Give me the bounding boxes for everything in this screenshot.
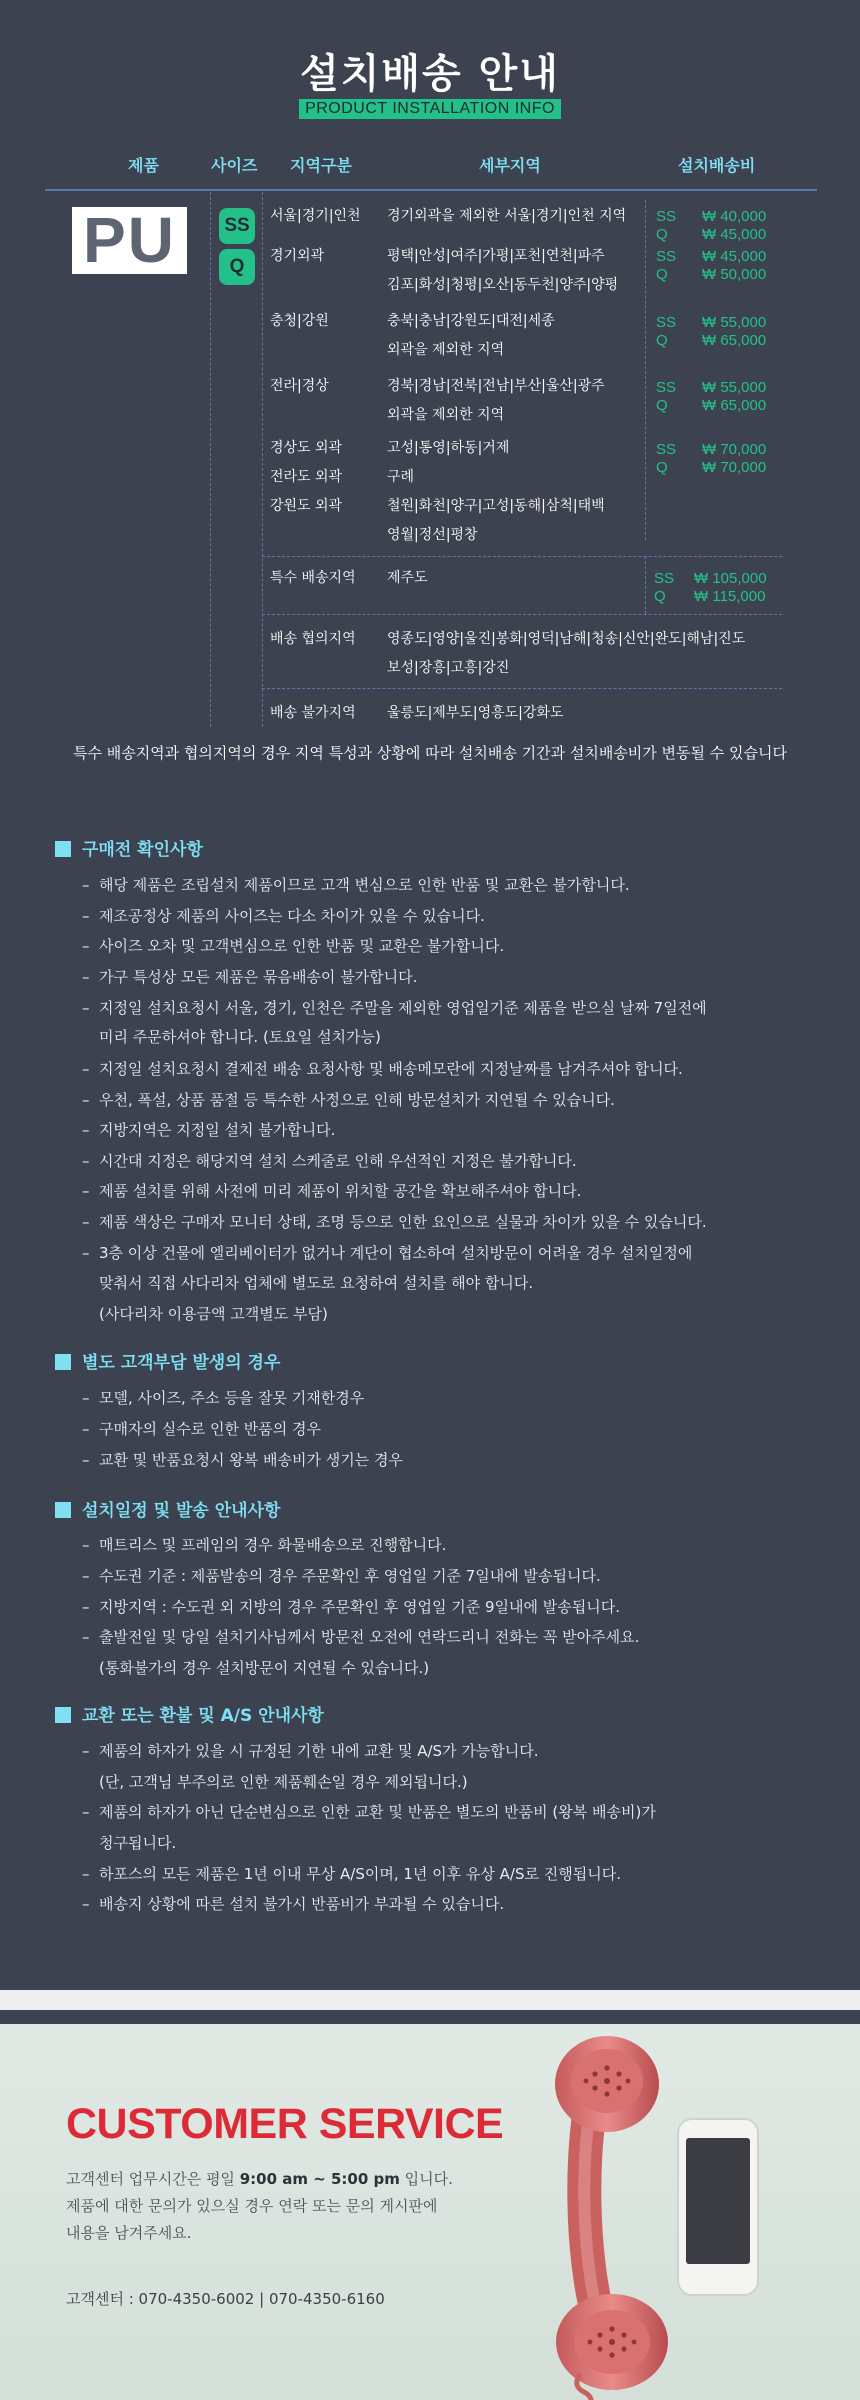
col-header-detail: 세부지역 (479, 156, 541, 175)
list-item: – 사이즈 오차 및 고객변심으로 인한 반품 및 교환은 불가합니다. (82, 937, 505, 955)
list-item-text: 교환 및 반품요청시 왕복 배송비가 생기는 경우 (99, 1451, 403, 1469)
size-badge-q: Q (219, 249, 255, 285)
list-item: – 수도권 기준 : 제품발송의 경우 주문확인 후 영업일 기준 7일내에 발송됩니다. (82, 1567, 601, 1585)
size-badge-ss: SS (219, 208, 255, 244)
region-label: 충청|강원 (270, 313, 329, 329)
fee-row (656, 396, 766, 415)
list-item: – 구매자의 실수로 인한 반품의 경우 (82, 1420, 321, 1438)
list-item-text: 제품의 하자가 있을 시 규정된 기한 내에 교환 및 A/S가 가능합니다. (99, 1742, 539, 1760)
list-item: – 시간대 지정은 해당지역 설치 스케줄로 인해 우선적인 지정은 불가합니다. (82, 1152, 577, 1170)
list-item-text: 사이즈 오차 및 고객변심으로 인한 반품 및 교환은 불가합니다. (99, 937, 505, 955)
list-item: – 제조공정상 제품의 사이즈는 다소 차이가 있을 수 있습니다. (82, 907, 485, 925)
list-item-text: 제품 색상은 구매자 모니터 상태, 조명 등으로 인한 요인으로 실물과 차이가 있을 수 있습니다. (99, 1213, 707, 1231)
fee-row (656, 313, 766, 332)
list-item-text: 출발전일 및 당일 설치기사님께서 방문전 오전에 연락드리니 전화는 꼭 받아주세요. (99, 1628, 640, 1646)
fee-size: SS (656, 248, 677, 265)
region-detail: 김포|화성|청평|오산|동두천|양주|양평 (387, 277, 619, 293)
list-item-text: 제조공정상 제품의 사이즈는 다소 차이가 있을 수 있습니다. (99, 907, 485, 925)
list-item-continued: 맞춰서 직접 사다리차 업체에 별도로 요청하여 설치를 해야 합니다. (99, 1274, 534, 1292)
list-item: – 제품의 하자가 아닌 단순변심으로 인한 교환 및 반품은 별도의 반품비 (왕복 배송비)가 (82, 1803, 656, 1821)
list-item-text: 지정일 설치요청시 결제전 배송 요청사항 및 배송메모란에 지정날짜를 남겨주셔야 합니다. (99, 1060, 683, 1078)
fee-value: ₩ 105,000 (694, 570, 767, 587)
region-label: 전라도 외곽 (270, 469, 343, 485)
region-detail: 외곽을 제외한 지역 (387, 407, 505, 423)
list-item-text: 제품의 하자가 아닌 단순변심으로 인한 교환 및 반품은 별도의 반품비 (왕복 배송비)가 (99, 1803, 656, 1821)
list-item: – 제품 색상은 구매자 모니터 상태, 조명 등으로 인한 요인으로 실물과 차이가 있을 수 있습니다. (82, 1213, 707, 1231)
cs-inquiry-text-2: 내용을 남겨주세요. (66, 2224, 192, 2242)
list-item: – 우천, 폭설, 상품 품절 등 특수한 사정으로 인해 방문설치가 지연될 수 있습니다. (82, 1091, 615, 1109)
list-item: – 지정일 설치요청시 서울, 경기, 인천은 주말을 제외한 영업일기준 제품을 받으실 날짜 7일전에 (82, 999, 707, 1017)
region-detail: 충북|충남|강원도|대전|세종 (387, 313, 555, 329)
section-title-text: 구매전 확인사항 (82, 840, 203, 860)
region-detail: 울릉도|제부도|영흥도|강화도 (387, 705, 564, 721)
list-item: – 제품 설치를 위해 사전에 미리 제품이 위치할 공간을 확보해주셔야 합니다. (82, 1182, 582, 1200)
cs-hours-value: 9:00 am ~ 5:00 pm (239, 2170, 400, 2188)
region-detail: 제주도 (387, 570, 428, 586)
page-subtitle: PRODUCT INSTALLATION INFO (299, 99, 561, 119)
cs-phone-numbers: 고객센터 : 070-4350-6002 | 070-4350-6160 (66, 2290, 385, 2308)
table-divider (262, 192, 263, 727)
table-note: 특수 배송지역과 협의지역의 경우 지역 특성과 상황에 따라 설치배송 기간과 설치배송비가 변동될 수 있습니다 (72, 744, 788, 762)
table-divider (262, 556, 782, 557)
col-header-region: 지역구분 (290, 156, 352, 175)
table-divider (645, 200, 646, 540)
list-item-text: 매트리스 및 프레임의 경우 화물배송으로 진행합니다. (99, 1536, 447, 1554)
fee-size: SS (656, 208, 677, 225)
fee-value: ₩ 115,000 (694, 588, 766, 605)
list-item-text: 해당 제품은 조립설치 제품이므로 고객 변심으로 인한 반품 및 교환은 불가합니다. (99, 876, 630, 894)
region-detail: 보성|장흥|고흥|강진 (387, 660, 510, 676)
list-item: – 배송지 상황에 따른 설치 불가시 반품비가 부과될 수 있습니다. (82, 1895, 505, 1913)
fee-row (656, 440, 766, 459)
section-title-refund-as (55, 1701, 324, 1726)
fee-value: ₩ 70,000 (702, 459, 767, 476)
fee-size: Q (656, 226, 668, 243)
fee-size: SS (654, 570, 675, 587)
region-detail: 철원|화천|양구|고성|동해|삼척|태백 (387, 498, 605, 514)
fee-size: Q (656, 397, 668, 414)
list-item: – 지정일 설치요청시 결제전 배송 요청사항 및 배송메모란에 지정날짜를 남겨주셔야 합니다. (82, 1060, 683, 1078)
list-item-text: 지방지역 : 수도권 외 지방의 경우 주문확인 후 영업일 기준 9일내에 발송됩니다. (99, 1598, 621, 1616)
list-item: – 가구 특성상 모든 제품은 묶음배송이 불가합니다. (82, 968, 418, 986)
list-item-continued: (사다리차 이용금액 고객별도 부담) (99, 1305, 328, 1323)
cs-title: CUSTOMER SERVICE (66, 2100, 504, 2148)
fee-size: Q (656, 332, 668, 349)
col-header-size: 사이즈 (211, 156, 258, 175)
table-divider (645, 556, 646, 614)
list-item-text: 배송지 상황에 따른 설치 불가시 반품비가 부과될 수 있습니다. (99, 1895, 505, 1913)
list-item-text: 3층 이상 건물에 엘리베이터가 없거나 계단이 협소하여 설치방문이 어려울 경우 설치일정에 (99, 1244, 693, 1262)
fee-row (654, 587, 765, 606)
section-separator (0, 1990, 860, 2010)
list-item-continued: 미리 주문하셔야 합니다. (토요일 설치가능) (99, 1028, 381, 1046)
list-item-continued: (단, 고객님 부주의로 인한 제품훼손일 경우 제외됩니다.) (99, 1773, 468, 1791)
list-item-text: 제품 설치를 위해 사전에 미리 제품이 위치할 공간을 확보해주셔야 합니다. (99, 1182, 582, 1200)
region-label: 경상도 외곽 (270, 440, 343, 456)
region-label: 특수 배송지역 (270, 570, 356, 586)
region-label: 배송 불가지역 (270, 705, 356, 721)
section-title-text: 설치일정 및 발송 안내사항 (82, 1501, 281, 1521)
fee-size: SS (656, 441, 677, 458)
square-bullet-icon (55, 841, 71, 857)
fee-value: ₩ 45,000 (702, 226, 767, 243)
cs-hours-text (66, 2166, 453, 2193)
fee-value: ₩ 55,000 (702, 314, 767, 331)
region-detail: 영종도|영양|울진|봉화|영덕|남해|청송|신안|완도|해남|진도 (387, 631, 746, 647)
region-detail: 구례 (387, 469, 415, 485)
region-detail: 외곽을 제외한 지역 (387, 342, 505, 358)
fee-value: ₩ 45,000 (702, 248, 767, 265)
list-item: – 지방지역 : 수도권 외 지방의 경우 주문확인 후 영업일 기준 9일내에 발송됩니다. (82, 1598, 621, 1616)
fee-size: SS (656, 314, 677, 331)
list-item: – 해당 제품은 조립설치 제품이므로 고객 변심으로 인한 반품 및 교환은 불가합니다. (82, 876, 630, 894)
region-label: 전라|경상 (270, 378, 329, 394)
section-title-text: 교환 또는 환불 및 A/S 안내사항 (82, 1706, 324, 1726)
table-divider (210, 192, 211, 727)
fee-size: SS (656, 379, 677, 396)
section-title-schedule (55, 1496, 280, 1521)
fee-row (656, 247, 766, 266)
list-item-text: 지정일 설치요청시 서울, 경기, 인천은 주말을 제외한 영업일기준 제품을 받으실 날짜 7일전에 (99, 999, 707, 1017)
table-divider (262, 688, 782, 689)
cs-inquiry-text: 제품에 대한 문의가 있으실 경우 연락 또는 문의 게시판에 (66, 2197, 438, 2215)
fee-row (656, 207, 766, 226)
list-item-text: 하포스의 모든 제품은 1년 이내 무상 A/S이며, 1년 이후 유상 A/S로 진행됩니다. (99, 1865, 621, 1883)
list-item-continued: (통화불가의 경우 설치방문이 지연될 수 있습니다.) (99, 1659, 430, 1677)
list-item-text: 우천, 폭설, 상품 품절 등 특수한 사정으로 인해 방문설치가 지연될 수 있습니다. (99, 1091, 615, 1109)
list-item-text: 가구 특성상 모든 제품은 묶음배송이 불가합니다. (99, 968, 418, 986)
fee-size: Q (656, 459, 668, 476)
fee-size: Q (654, 588, 666, 605)
table-divider (262, 614, 782, 615)
fee-row (654, 569, 767, 588)
product-logo: PU (72, 207, 187, 274)
list-item: – 지방지역은 지정일 설치 불가합니다. (82, 1121, 336, 1139)
section-title-text: 별도 고객부담 발생의 경우 (82, 1353, 281, 1373)
fee-value: ₩ 70,000 (702, 441, 767, 458)
cs-hours-suffix: 입니다. (399, 2170, 453, 2188)
region-detail: 경북|경남|전북|전남|부산|울산|광주 (387, 378, 605, 394)
fee-row (656, 331, 766, 350)
fee-row (656, 458, 766, 477)
list-item-text: 수도권 기준 : 제품발송의 경우 주문확인 후 영업일 기준 7일내에 발송됩니다. (99, 1567, 601, 1585)
section-title-precheck (55, 835, 203, 860)
fee-size: Q (656, 266, 668, 283)
square-bullet-icon (55, 1707, 71, 1723)
list-item: – 교환 및 반품요청시 왕복 배송비가 생기는 경우 (82, 1451, 403, 1469)
region-label: 강원도 외곽 (270, 498, 343, 514)
list-item-text: 구매자의 실수로 인한 반품의 경우 (99, 1420, 321, 1438)
square-bullet-icon (55, 1502, 71, 1518)
col-header-product: 제품 (128, 156, 159, 175)
list-item: – 매트리스 및 프레임의 경우 화물배송으로 진행합니다. (82, 1536, 447, 1554)
region-label: 경기외곽 (270, 248, 325, 264)
page-title: 설치배송 안내 (300, 51, 560, 97)
subtitle-wrap (0, 98, 860, 119)
cs-hours-prefix: 고객센터 업무시간은 평일 (66, 2170, 240, 2188)
region-detail: 경기외곽을 제외한 서울|경기|인천 지역 (387, 208, 627, 224)
col-header-fee: 설치배송비 (678, 156, 756, 175)
list-item-text: 시간대 지정은 해당지역 설치 스케줄로 인해 우선적인 지정은 불가합니다. (99, 1152, 577, 1170)
fee-value: ₩ 40,000 (702, 208, 767, 225)
section-title-extra-charge (55, 1348, 280, 1373)
list-item: – 출발전일 및 당일 설치기사님께서 방문전 오전에 연락드리니 전화는 꼭 받아주세요. (82, 1628, 640, 1646)
header-divider (45, 189, 817, 191)
fee-value: ₩ 55,000 (702, 379, 767, 396)
region-detail: 고성|통영|하동|거제 (387, 440, 510, 456)
customer-service-banner (0, 2024, 860, 2400)
list-item: – 모델, 사이즈, 주소 등을 잘못 기재한경우 (82, 1389, 365, 1407)
region-label: 배송 협의지역 (270, 631, 356, 647)
list-item: – 3층 이상 건물에 엘리베이터가 없거나 계단이 협소하여 설치방문이 어려울 경우 설치일정에 (82, 1244, 693, 1262)
fee-value: ₩ 50,000 (702, 266, 767, 283)
fee-value: ₩ 65,000 (702, 397, 767, 414)
region-label: 서울|경기|인천 (270, 208, 361, 224)
fee-row (656, 265, 766, 284)
fee-value: ₩ 65,000 (702, 332, 767, 349)
telephone-illustration-icon (520, 2024, 860, 2400)
fee-row (656, 378, 766, 397)
square-bullet-icon (55, 1354, 71, 1370)
region-detail: 영월|정선|평창 (387, 527, 478, 543)
list-item-continued: 청구됩니다. (99, 1834, 177, 1852)
fee-row (656, 225, 766, 244)
list-item-text: 모델, 사이즈, 주소 등을 잘못 기재한경우 (99, 1389, 365, 1407)
list-item: – 하포스의 모든 제품은 1년 이내 무상 A/S이며, 1년 이후 유상 A/S로 진행됩니다. (82, 1865, 621, 1883)
list-item: – 제품의 하자가 있을 시 규정된 기한 내에 교환 및 A/S가 가능합니다. (82, 1742, 539, 1760)
region-detail: 평택|안성|여주|가평|포천|연천|파주 (387, 248, 605, 264)
list-item-text: 지방지역은 지정일 설치 불가합니다. (99, 1121, 336, 1139)
